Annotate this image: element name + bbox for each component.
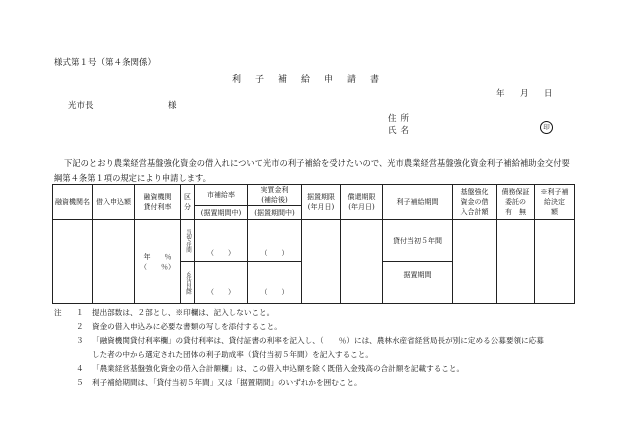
notes-label: 注: [54, 308, 62, 317]
note-2: ２ 資金の借入申込みに必要な書類の写しを添付すること。: [76, 322, 282, 331]
header-kubun: 区 分: [181, 185, 195, 220]
note-3: ３ 「融資機関貸付利率欄」の貸付利率は、貸付証書の利率を記入し、（ ％）には、農林水産省経営局長が別に定める公募要領に応募: [76, 336, 544, 345]
date-month: 月: [520, 89, 529, 99]
header-grace-deadline: 据置期限 (年月日): [302, 185, 341, 220]
header-lending-rate: 融資機関 貸付利率: [135, 185, 181, 220]
header-lender: 融資機関名: [53, 185, 93, 220]
cell-lender[interactable]: [53, 220, 93, 304]
cell-guarantee[interactable]: [497, 220, 535, 304]
cell-city-rate-first[interactable]: （ ）: [195, 220, 248, 262]
header-actual-rate-sub: (据置期間中): [248, 206, 302, 220]
honorific: 様: [168, 101, 177, 111]
cell-period-first[interactable]: 貸付当初５年間: [383, 220, 453, 262]
cell-kubun-first: 当初５年間: [181, 220, 195, 262]
cell-actual-rate-first[interactable]: （ ）: [248, 220, 302, 262]
date-year: 年: [496, 89, 505, 99]
body-text: 下記のとおり農業経営基盤強化資金の借入れについて光市の利子補給を受けたいので、光市農業経営基盤強化資金利子補給補助金交付要綱第４条第１項の規定により申請します。: [54, 158, 570, 183]
cell-grace-deadline[interactable]: [302, 220, 341, 304]
header-decision: ※利子補 給決定 額: [535, 185, 575, 220]
cell-lending-rate[interactable]: 年 ％ （ ％）: [135, 220, 181, 304]
cell-period-grace[interactable]: 据置期間: [383, 262, 453, 304]
header-subsidy-period: 利子補給期間: [383, 185, 453, 220]
form-number: 様式第１号（第４条関係）: [54, 58, 157, 68]
document-title: 利子補給申請書: [232, 75, 394, 85]
cell-loan-amount[interactable]: [93, 220, 135, 304]
addressee: 光市長: [68, 101, 94, 111]
header-loan-amount: 借入申込額: [93, 185, 135, 220]
note-4: ４ 「農業経営基盤強化資金の借入合計額欄」は、この借入申込額を除く既借入金残高の合計額を記載すること。: [76, 364, 465, 373]
header-total-borrowing: 基盤強化 資金の借 入合計額: [453, 185, 497, 220]
seal-mark: 印: [540, 121, 553, 134]
header-city-rate-sub: (据置期間中): [195, 206, 248, 220]
note-3-continuation: した者の中から選定された団体の利子助成率（貸付当初５年間）を記入すること。: [92, 350, 373, 359]
name-label: 氏名: [388, 126, 414, 136]
application-table: [52, 184, 575, 304]
header-city-rate: 市補給率: [195, 185, 248, 206]
note-1: 注 １ 提出部数は、２部とし、※印欄は、記入しないこと。: [54, 306, 544, 320]
cell-repay-deadline[interactable]: [341, 220, 383, 304]
header-guarantee: 債務保証 委託の 有 無: [497, 185, 535, 220]
cell-city-rate-after[interactable]: （ ）: [195, 262, 248, 304]
header-actual-rate: 実質金利 (補給後): [248, 185, 302, 206]
cell-total-borrowing[interactable]: [453, 220, 497, 304]
cell-actual-rate-after[interactable]: （ ）: [248, 262, 302, 304]
note-5: ５ 利子補給期間は、「貸付当初５年間」又は「据置期間」のいずれかを囲むこと。: [76, 378, 362, 387]
address-label: 住所: [388, 114, 414, 124]
date-day: 日: [544, 89, 553, 99]
notes: [54, 306, 544, 390]
header-repay-deadline: 償還期限 (年月日): [341, 185, 383, 220]
cell-kubun-after: ６年目以降: [181, 262, 195, 304]
cell-decision: [535, 220, 575, 304]
